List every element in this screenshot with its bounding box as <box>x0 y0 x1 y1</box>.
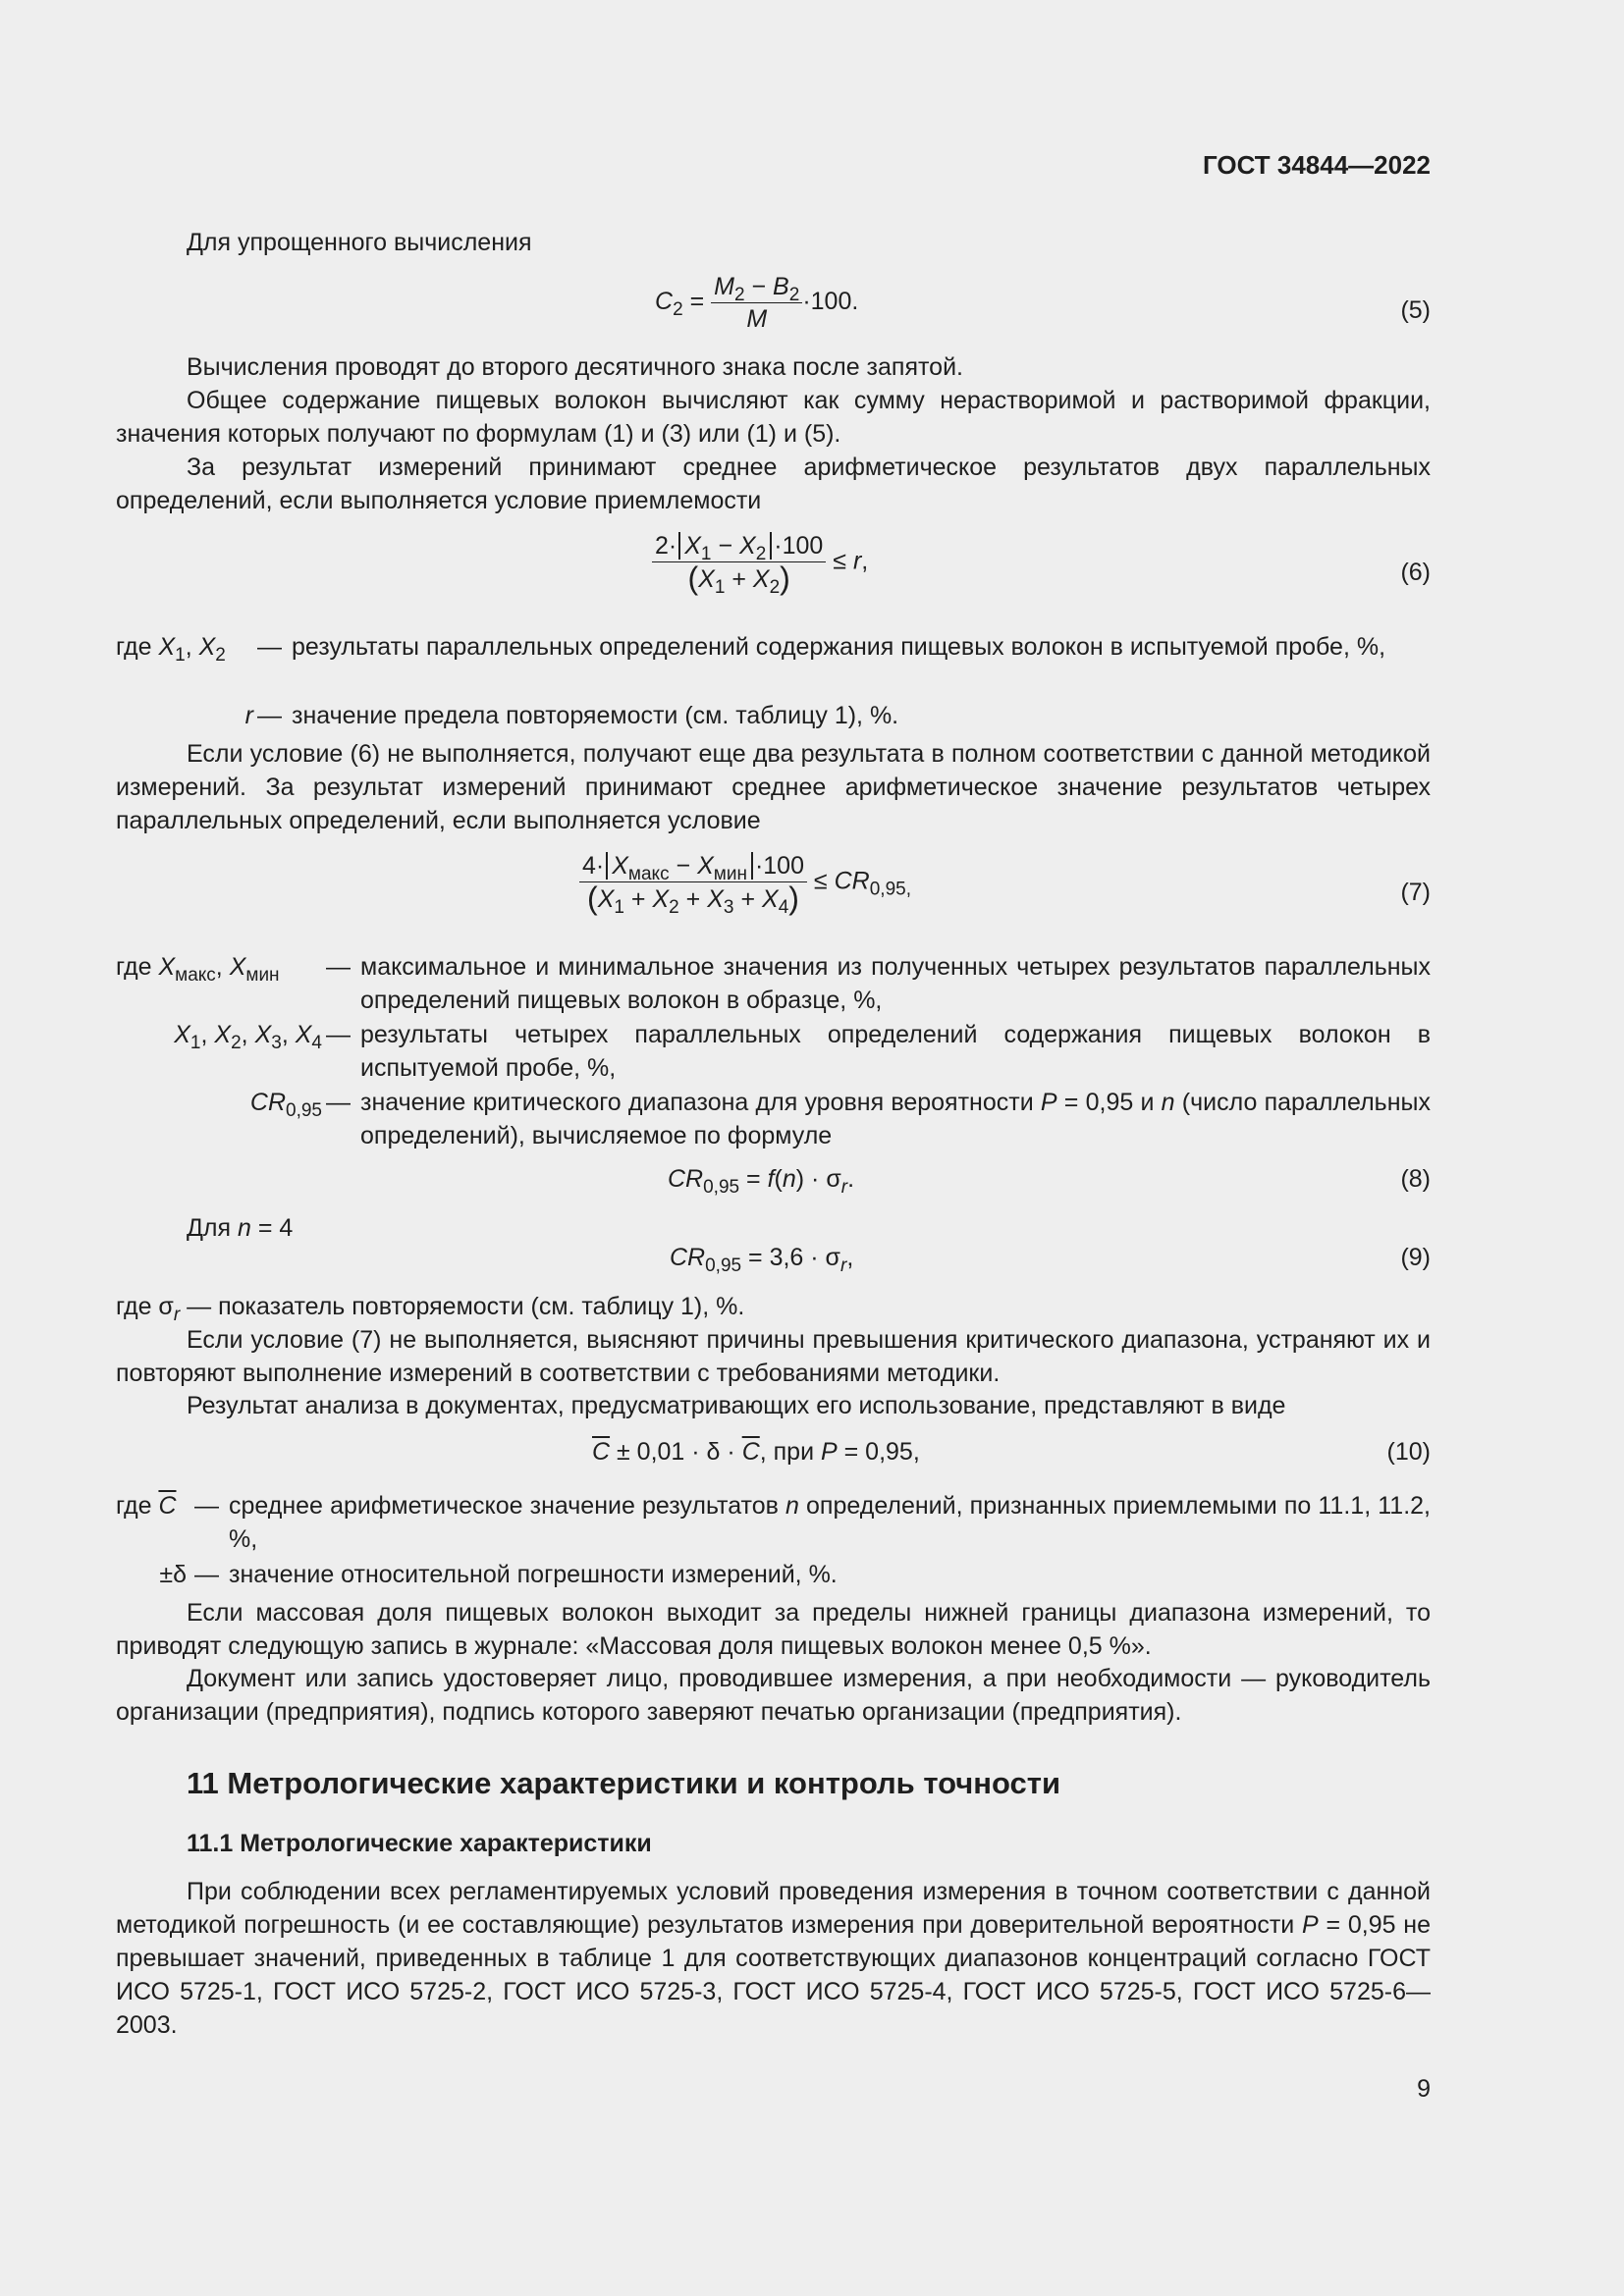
formula-10: $\overline{C} \pm 0,01 \cdot \delta \cdot \overline{C}$, при P = 0,95, <box>592 1438 920 1466</box>
page-number: 9 <box>1417 2075 1431 2103</box>
formula-7: $\frac{4\cdot X_{макс} - X_{мин} \cdot 100}{(X_1 + X_2 + X_3 + X_4)}$ ≤ $CR_{0,95,}$ <box>579 850 911 915</box>
formula-8: $CR_{0,95} = f(n) \cdot \sigma_r$. <box>668 1165 855 1198</box>
formula-5: $C_2$ = $\frac{M_2 - B_2}{M}$ ·100. <box>655 273 859 333</box>
section-11-heading: 11 Метрологические характеристики и контроль точности <box>187 1766 1061 1800</box>
para-result: За результат измерений принимают среднее арифметическое результатов двух параллельных определений, если выполняется условие приемлемости <box>116 454 1431 514</box>
para-sign: Документ или запись удостоверяет лицо, проводившее измерения, а при необходимости — руководитель организации (предприятия), подпись которого заверяют печатью организации (предприятия). <box>116 1665 1431 1726</box>
formula-6-number: (6) <box>1400 559 1431 586</box>
def-cr: $CR_{0,95}$ — значение критического диапазона для уровня вероятности P = 0,95 и n (число параллельных определений), вычисляемое по формуле <box>249 1089 1431 1149</box>
def-delta: ±δ — значение относительной погрешности измерений, %. <box>159 1561 838 1588</box>
simplified-label: Для упрощенного вычисления <box>187 229 532 256</box>
formula-7-number: (7) <box>1400 879 1431 906</box>
para-result-doc: Результат анализа в документах, предусматривающих его использование, представляют в виде <box>187 1392 1286 1419</box>
formula-10-number: (10) <box>1386 1438 1431 1466</box>
for-n-label: Для n = 4 <box>187 1214 294 1242</box>
section-11-1-heading: 11.1 Метрологические характеристики <box>187 1830 652 1857</box>
formula-8-number: (8) <box>1400 1165 1431 1193</box>
para-decimal: Вычисления проводят до второго десятичного знака после запятой. <box>187 353 963 381</box>
standard-header: ГОСТ 34844—2022 <box>1203 150 1431 180</box>
def-sigma: где $\sigma_r$ — показатель повторяемости (см. таблицу 1), %. <box>116 1293 745 1325</box>
def-c-mean: где $\overline{C}$ — среднее арифметическое значение результатов n определений, признанных приемлемыми по 11.1, 11.2, %, <box>116 1492 1431 1553</box>
para-total: Общее содержание пищевых волокон вычисляют как сумму нерастворимой и растворимой фракции, значения которых получают по формулам (1) и (3) или (1) и (5). <box>116 387 1431 448</box>
def-x1-x2: где $X_1$, $X_2$ — результаты параллельных определений содержания пищевых волокон в испытуемой пробе, %, <box>116 633 1386 666</box>
def-r: r — значение предела повторяемости (см. таблицу 1), %. <box>244 702 899 729</box>
para-cond7: Если условие (7) не выполняется, выясняют причины превышения критического диапазона, устраняют их и повторяют выполнение измерений в соответствии с требованиями методики. <box>116 1326 1431 1387</box>
formula-9: $CR_{0,95} = 3,6 \cdot \sigma_r$, <box>670 1244 854 1276</box>
formula-9-number: (9) <box>1400 1244 1431 1271</box>
para-metro: При соблюдении всех регламентируемых условий проведения измерения в точном соответствии с данной методикой погрешность (и ее составляющие) результатов измерения при доверительной вероятности P = 0,95 не превышает значений, приведенных в таблице 1 для соответствующих диапазонов концентраций согласно ГОСТ ИСО 5725-1, ГОСТ ИСО 5725-2, ГОСТ ИСО 5725-3, ГОСТ ИСО 5725-4, ГОСТ ИСО 5725-5, ГОСТ ИСО 5725-6—2003. <box>116 1878 1431 2039</box>
para-low: Если массовая доля пищевых волокон выходит за пределы нижней границы диапазона измерений, то приводят следующую запись в журнале: «Массовая доля пищевых волокон менее 0,5 %». <box>116 1599 1431 1660</box>
formula-6: $\frac{2\cdot X_1 - X_2 \cdot 100}{(X_1 + X_2)}$ ≤ r, <box>652 530 868 595</box>
def-xmax-xmin: где $X_{макс}$, $X_{мин}$ — максимальное и минимальное значения из полученных четырех результатов параллельных определений пищевых волокон в образце, %, <box>116 953 1431 1014</box>
para-cond6: Если условие (6) не выполняется, получают еще два результата в полном соответствии с данной методикой измерений. За результат измерений принимают среднее арифметическое значение результатов четырех параллельных определений, если выполняется условие <box>116 740 1431 834</box>
formula-5-number: (5) <box>1400 296 1431 324</box>
def-x1-x4: $X_1$, $X_2$, $X_3$, $X_4$ — результаты четырех параллельных определений содержания пищевых волокон в испытуемой пробе, %, <box>174 1021 1431 1082</box>
